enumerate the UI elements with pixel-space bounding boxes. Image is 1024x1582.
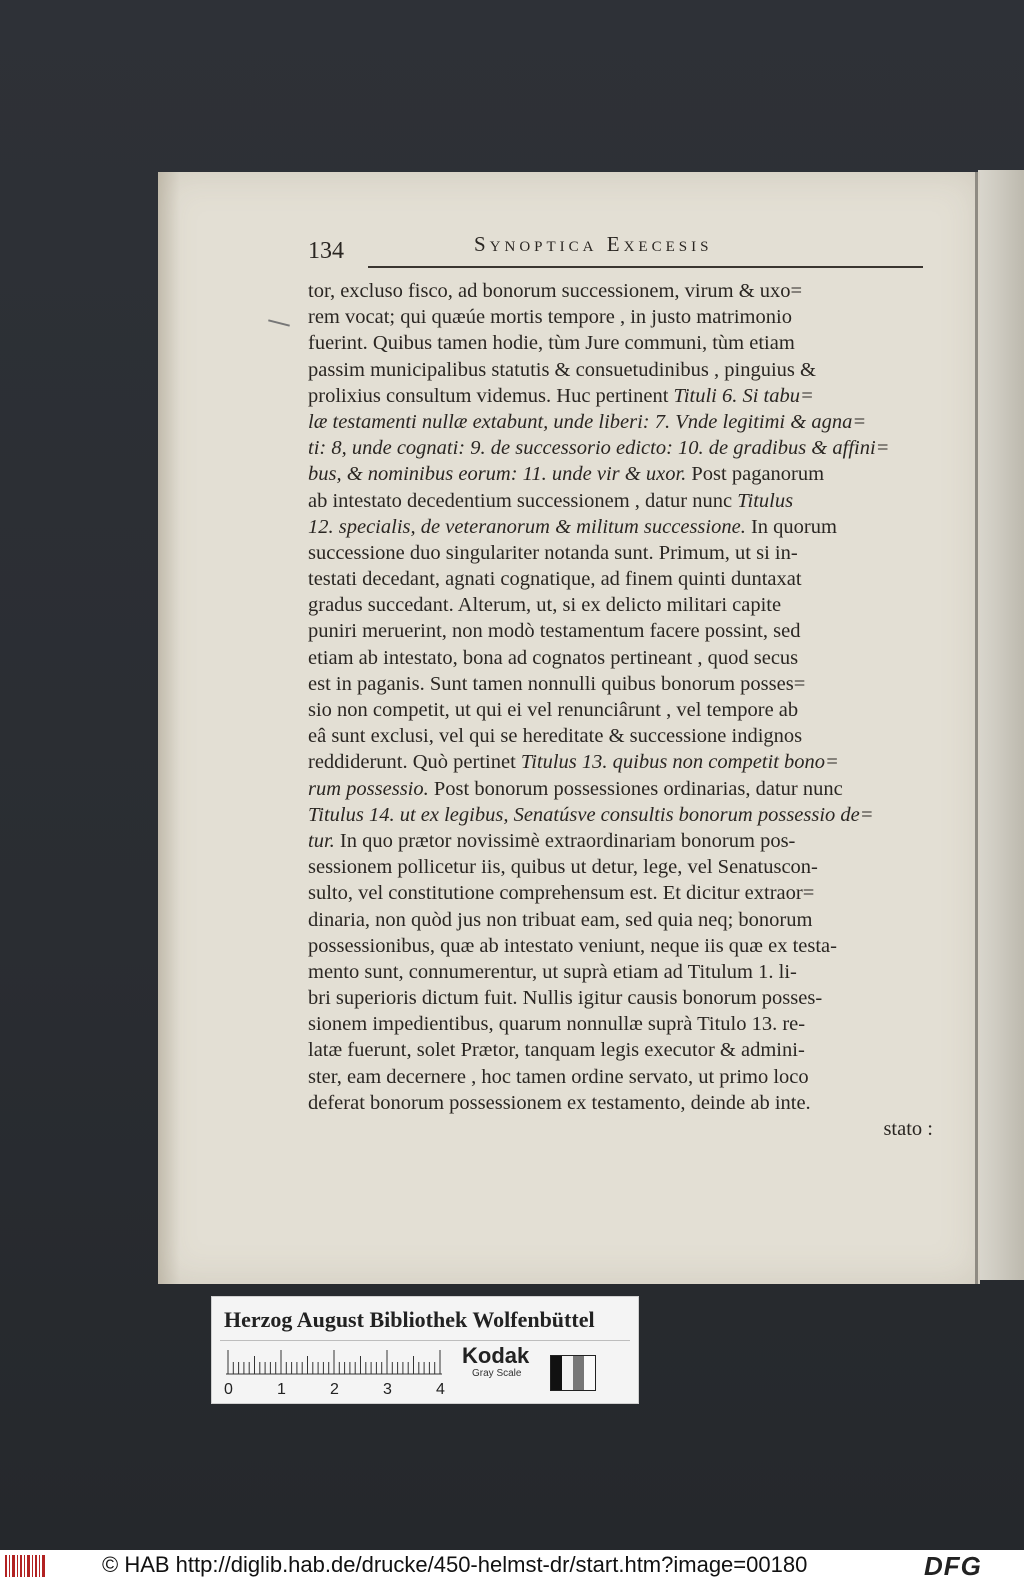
ruler-number: 2 <box>330 1381 339 1398</box>
text-line <box>308 1090 933 1116</box>
text-segment: rem vocat; qui quæúe mortis tempore , in justo matrimonio <box>308 306 792 329</box>
text-line <box>308 383 933 409</box>
text-segment: est in paganis. Sunt tamen nonnulli quibus bonorum posses= <box>308 672 806 695</box>
kodak-subtitle: Gray Scale <box>472 1368 522 1379</box>
text-line <box>308 776 933 802</box>
text-segment: ster, eam decernere , hoc tamen ordine servato, ut primo loco <box>308 1065 809 1088</box>
ruler-number: 4 <box>436 1381 445 1398</box>
running-head-title: Synoptica Execesis <box>474 232 713 256</box>
text-segment: testati decedant, agnati cognatique, ad finem quinti duntaxat <box>308 568 802 591</box>
ruler-number: 1 <box>277 1381 286 1398</box>
text-segment: etiam ab intestato, bona ad cognatos pertineant , quod secus <box>308 646 799 669</box>
text-line <box>308 959 933 985</box>
text-line <box>308 461 933 487</box>
gray-scale-patch <box>550 1355 596 1391</box>
text-segment: possessionibus, quæ ab intestato veniunt, neque iis quæ ex testa- <box>308 934 837 957</box>
text-line <box>308 409 933 435</box>
text-segment: deferat bonorum possessionem ex testamento, deinde ab inte. <box>308 1091 811 1114</box>
italic-segment: tur. <box>308 829 335 852</box>
text-segment: passim municipalibus statutis & consuetudinibus , pinguius & <box>308 358 816 381</box>
text-line <box>308 618 933 644</box>
italic-segment: bus, & nominibus eorum: 11. unde vir & uxor. <box>308 463 687 486</box>
page-number: 134 <box>308 238 344 264</box>
gutter-line <box>975 172 978 1284</box>
text-line <box>308 1064 933 1090</box>
running-head <box>308 232 923 272</box>
text-line <box>308 304 933 330</box>
head-rule <box>368 266 923 268</box>
italic-segment: rum possessio. <box>308 777 429 800</box>
italic-segment: Titulus 14. ut ex legibus, Senatúsve consultis bonorum possessio de= <box>308 803 874 826</box>
text-line <box>308 1037 933 1063</box>
text-segment: In quorum <box>745 515 837 538</box>
page-text <box>308 278 933 1142</box>
text-segment: ab intestato decedentium successionem , datur nunc <box>308 489 738 512</box>
text-line <box>308 697 933 723</box>
text-line <box>308 907 933 933</box>
text-line <box>308 278 933 304</box>
text-line <box>308 749 933 775</box>
text-segment: puniri meruerint, non modò testamentum facere possint, sed <box>308 620 801 643</box>
library-name: Herzog August Bibliothek Wolfenbüttel <box>224 1307 595 1332</box>
text-line <box>308 330 933 356</box>
text-segment: dinaria, non quòd jus non tribuat eam, sed quia neq; bonorum <box>308 908 813 931</box>
text-line <box>308 357 933 383</box>
ruler-number: 3 <box>383 1381 392 1398</box>
text-segment: Post paganorum <box>686 463 825 486</box>
text-line <box>308 933 933 959</box>
text-segment: mento sunt, connumerentur, ut suprà etiam ad Titulum 1. li- <box>308 960 797 983</box>
next-page-edge <box>978 170 1024 1280</box>
text-segment: successione duo singulariter notanda sunt. Primum, ut si in- <box>308 541 798 564</box>
label-divider <box>220 1340 630 1341</box>
italic-segment: Titulus 13. quibus non competit bono= <box>520 751 839 774</box>
text-line <box>308 488 933 514</box>
italic-segment: Titulus <box>737 489 794 512</box>
ruler-scale <box>226 1349 456 1375</box>
text-segment: sulto, vel constitutione comprehensum est. Et dicitur extraor= <box>308 882 815 905</box>
text-line <box>308 723 933 749</box>
kodak-brand: Kodak <box>462 1343 530 1368</box>
text-line <box>308 592 933 618</box>
text-segment: gradus succedant. Alterum, ut, si ex delicto militari capite <box>308 594 782 617</box>
italic-segment: Tituli 6. Si tabu= <box>673 384 814 407</box>
text-segment: Post bonorum possessiones ordinarias, datur nunc <box>428 777 843 800</box>
page-shadow <box>158 172 180 1284</box>
text-segment: sessionem pollicetur iis, quibus ut detur, lege, vel Senatuscon- <box>308 856 818 879</box>
text-line <box>308 1011 933 1037</box>
italic-segment: læ testamenti nullæ extabunt, unde liberi: 7. Vnde legitimi & agna= <box>308 410 867 433</box>
barcode-icon <box>4 1553 48 1579</box>
dfg-logo: DFG <box>924 1551 982 1581</box>
ruler-number: 0 <box>224 1381 233 1398</box>
text-segment: eâ sunt exclusi, vel qui se hereditate & successione indignos <box>308 725 803 748</box>
text-line <box>308 828 933 854</box>
text-segment: In quo prætor novissimè extraordinariam bonorum pos- <box>334 829 796 852</box>
text-segment: latæ fuerunt, solet Prætor, tanquam legis executor & admini- <box>308 1039 805 1062</box>
text-segment: reddiderunt. Quò pertinet <box>308 751 521 774</box>
ruler-numbers <box>222 1381 462 1401</box>
text-line <box>308 435 933 461</box>
text-segment: bri superioris dictum fuit. Nullis igitur causis bonorum posses- <box>308 987 823 1010</box>
text-line <box>308 645 933 671</box>
text-segment: sio non competit, ut qui ei vel renunciârunt , vel tempore ab <box>308 699 799 721</box>
text-line <box>308 802 933 828</box>
italic-segment: 12. specialis, de veteranorum & militum successione. <box>308 515 746 538</box>
text-line <box>308 854 933 880</box>
text-segment: prolixius consultum videmus. Huc pertinent <box>308 384 674 407</box>
footer-bar <box>0 1550 1024 1582</box>
text-line <box>308 540 933 566</box>
text-line <box>308 985 933 1011</box>
text-segment: tor, excluso fisco, ad bonorum successionem, virum & uxo= <box>308 280 803 302</box>
text-line <box>308 671 933 697</box>
text-segment: fuerint. Quibus tamen hodie, tùm Jure communi, tùm etiam <box>308 332 795 355</box>
italic-segment: ti: 8, unde cognati: 9. de successorio edicto: 10. de gradibus & affini= <box>308 437 890 460</box>
source-citation: © HAB http://diglib.hab.de/drucke/450-helmst-dr/start.htm?image=00180 <box>102 1552 808 1577</box>
text-line <box>308 566 933 592</box>
text-line <box>308 514 933 540</box>
catchword: stato : <box>883 1118 933 1140</box>
library-label-card <box>212 1297 638 1403</box>
text-segment: sionem impedientibus, quarum nonnullæ suprà Titulo 13. re- <box>308 1013 806 1036</box>
text-line <box>308 880 933 906</box>
